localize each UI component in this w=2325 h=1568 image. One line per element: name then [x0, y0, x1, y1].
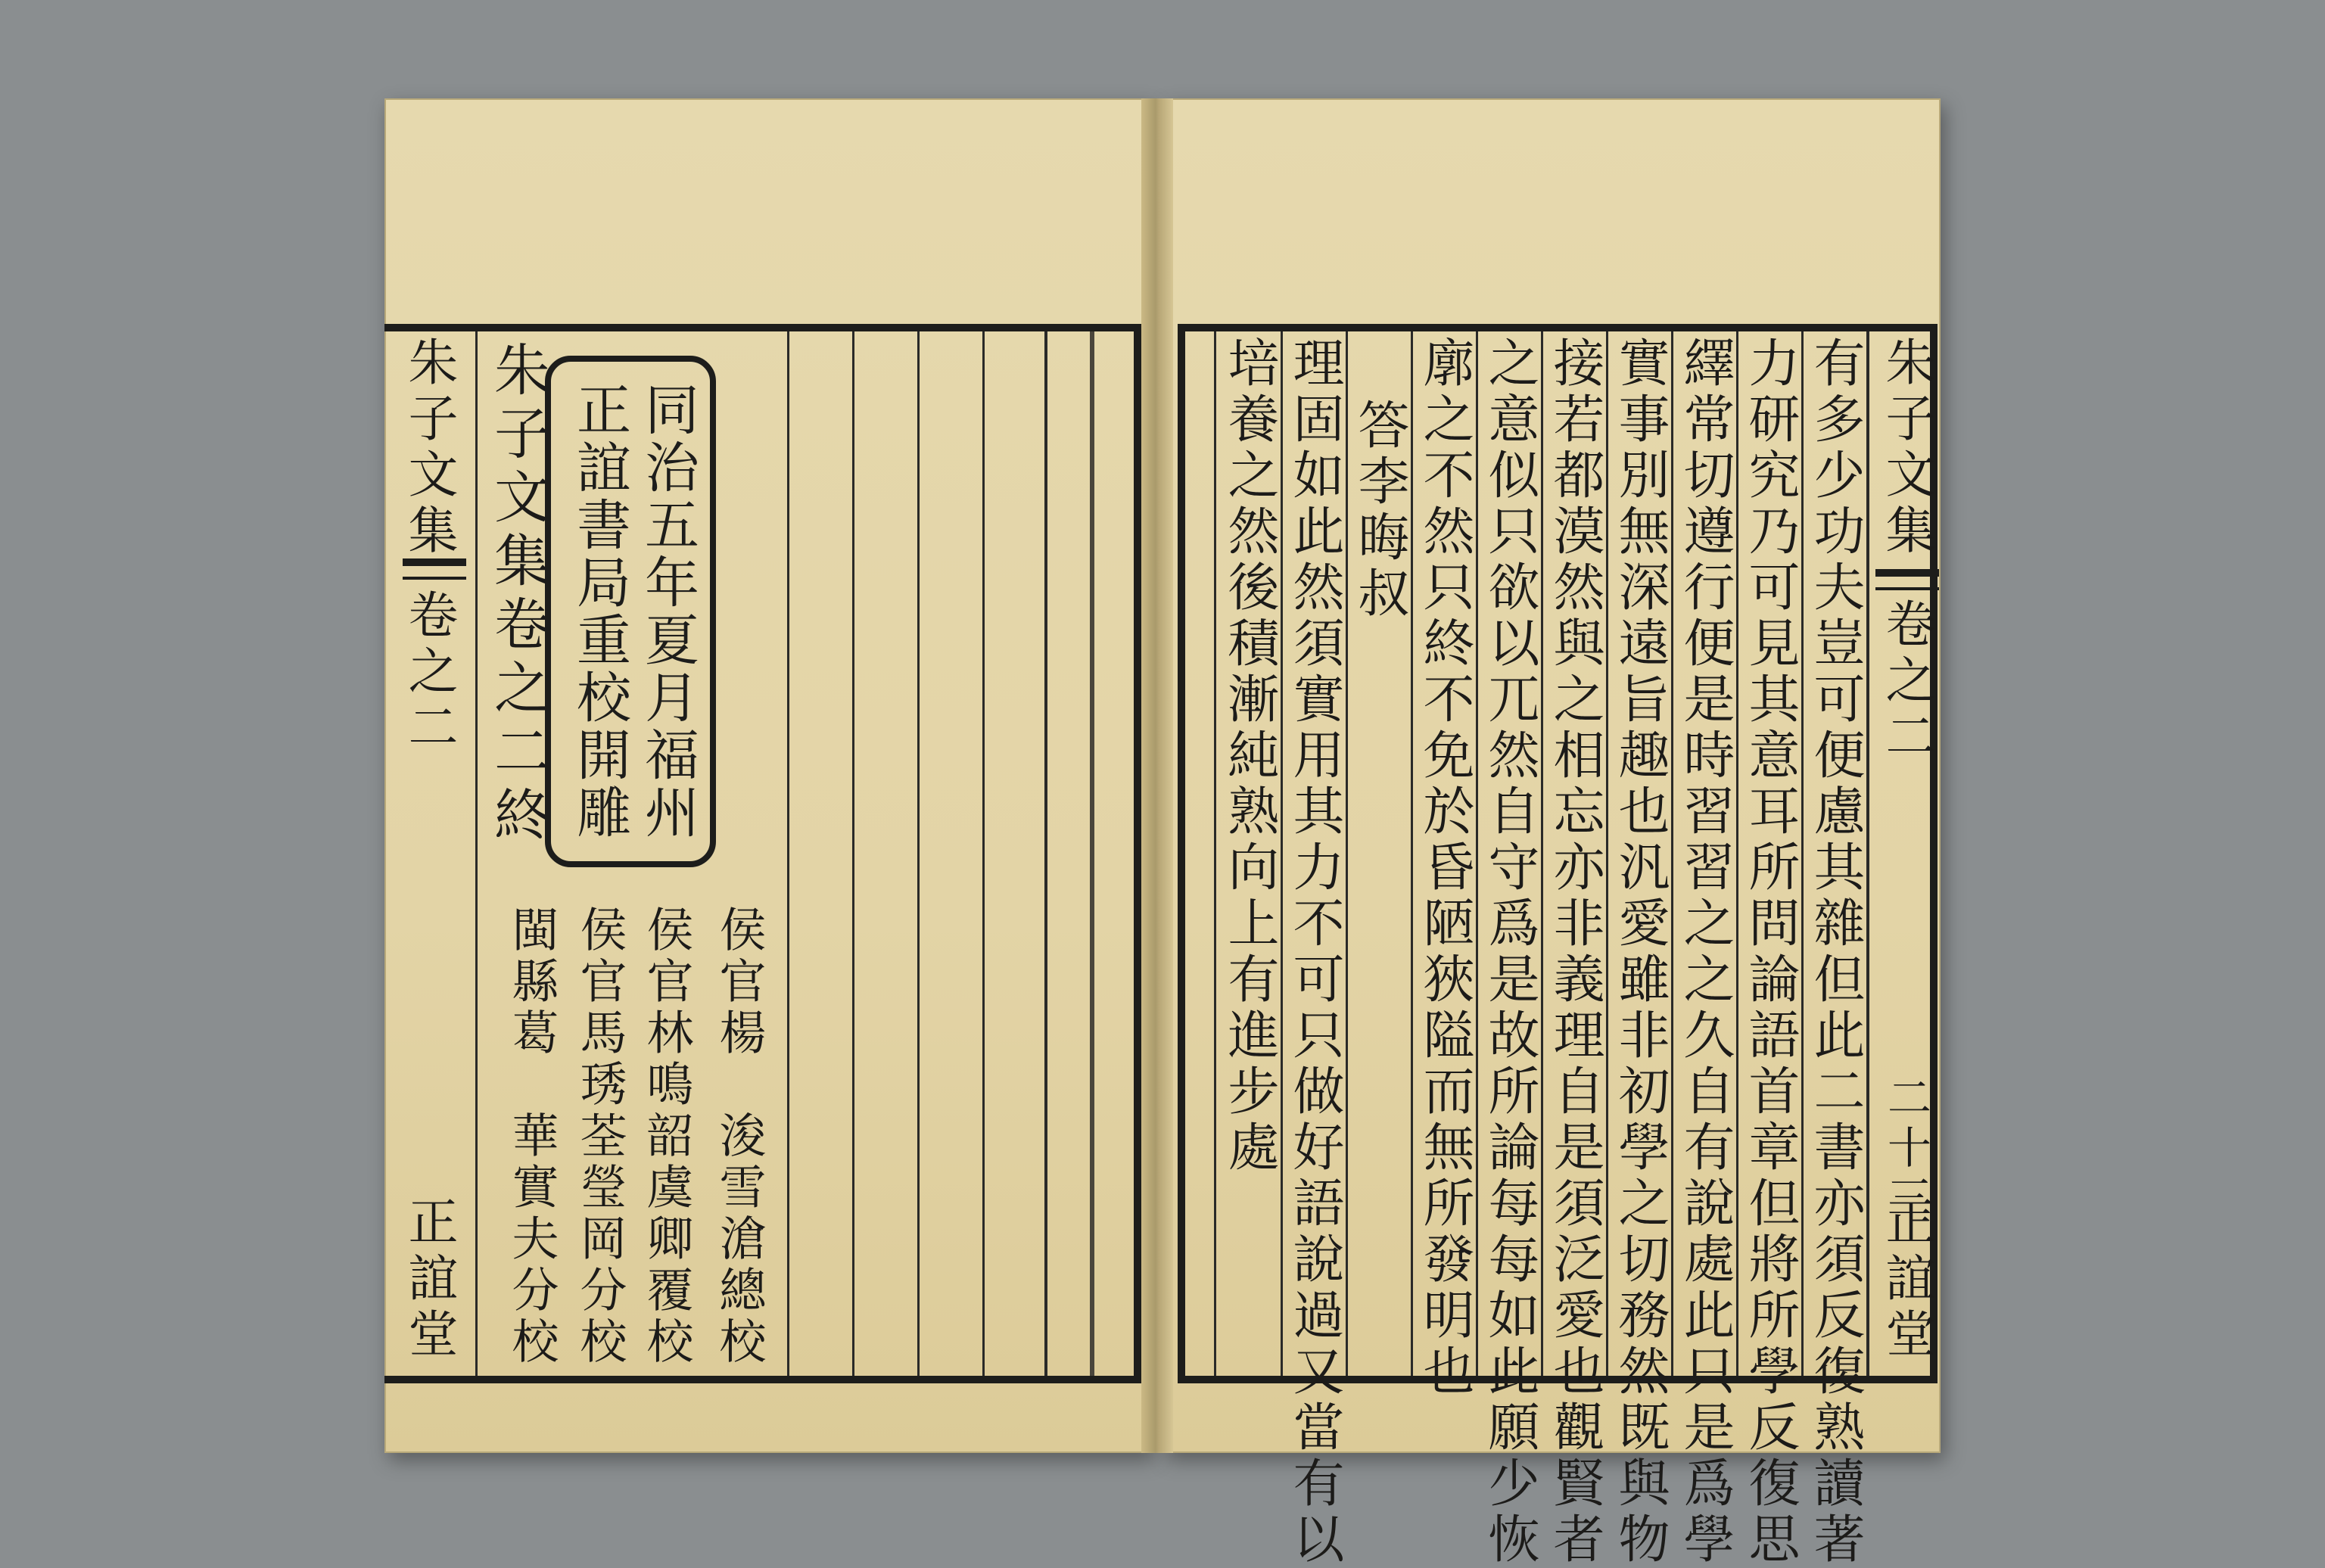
left-margin-hall: 正誼堂 [400, 1196, 458, 1364]
letter-heading: 答李晦叔 [1349, 398, 1409, 622]
left-margin-title: 朱子文集 [400, 336, 458, 560]
text-column: 實事別無深遠旨趣也汎愛雖非初學之切務然既與物 [1610, 336, 1670, 1568]
column-rule [917, 331, 920, 1376]
column-rule [475, 331, 478, 1376]
right-margin-hall: 正誼堂 [1877, 1196, 1935, 1364]
fish-tail-mark [403, 558, 466, 580]
column-rule [1281, 331, 1283, 1376]
text-column: 有多少功夫豈可便慮其雜但此二書亦須反復熟讀著 [1805, 336, 1865, 1568]
left-margin-juan: 卷之二 [400, 589, 458, 757]
editor-line: 侯官楊 浚雪滄總校 [711, 905, 767, 1368]
column-rule [1411, 331, 1413, 1376]
column-rule [1214, 331, 1216, 1376]
column-rule [852, 331, 854, 1376]
column-rule [1346, 331, 1348, 1376]
text-column: 廓之不然只終不免於昏陋狹隘而無所發明也 [1415, 336, 1474, 1400]
text-column: 繹常切遵行便是時習習之之久自有說處此只是爲學 [1675, 336, 1735, 1568]
column-rule [787, 331, 789, 1376]
book-gutter [1141, 98, 1173, 1453]
right-margin-juan: 卷之二 [1877, 598, 1935, 766]
fish-tail-mark [1875, 569, 1939, 590]
column-rule [1541, 331, 1543, 1376]
text-column: 力研究乃可見其意耳所問論語首章但將所學反復思 [1740, 336, 1800, 1568]
column-rule [1736, 331, 1738, 1376]
seal-line: 正誼書局重校開雕 [568, 381, 631, 842]
column-rule [982, 331, 985, 1376]
right-margin-page-number: 二十三 [1880, 1075, 1931, 1224]
column-rule [1866, 331, 1869, 1376]
text-column: 培養之然後積漸純熟向上有進步處 [1219, 336, 1279, 1176]
column-rule [1044, 331, 1047, 1376]
centre-fold-edge [1090, 331, 1094, 1376]
seal-line: 同治五年夏月福州 [636, 381, 699, 842]
editor-line: 侯官馬琇荃瑩岡分校 [572, 905, 627, 1368]
text-column: 接若都漠然與之相忘亦非義理自是須泛愛也觀賢者 [1545, 336, 1604, 1568]
column-rule [1606, 331, 1608, 1376]
volume-end-line: 朱子文集卷之二終 [485, 341, 550, 849]
right-margin-title: 朱子文集 [1877, 336, 1935, 560]
editor-line: 侯官林鳴韶虞卿覆校 [639, 905, 694, 1368]
column-rule [1476, 331, 1478, 1376]
text-column: 理固如此然須實用其力不可只做好語說過又當有以 [1284, 336, 1344, 1568]
text-column: 之意似只欲以兀然自守爲是故所論每每如此願少恢 [1480, 336, 1539, 1568]
column-rule [1801, 331, 1804, 1376]
editor-line: 閩縣葛 華實夫分校 [504, 905, 559, 1368]
column-rule [1671, 331, 1673, 1376]
publisher-seal [545, 356, 716, 867]
